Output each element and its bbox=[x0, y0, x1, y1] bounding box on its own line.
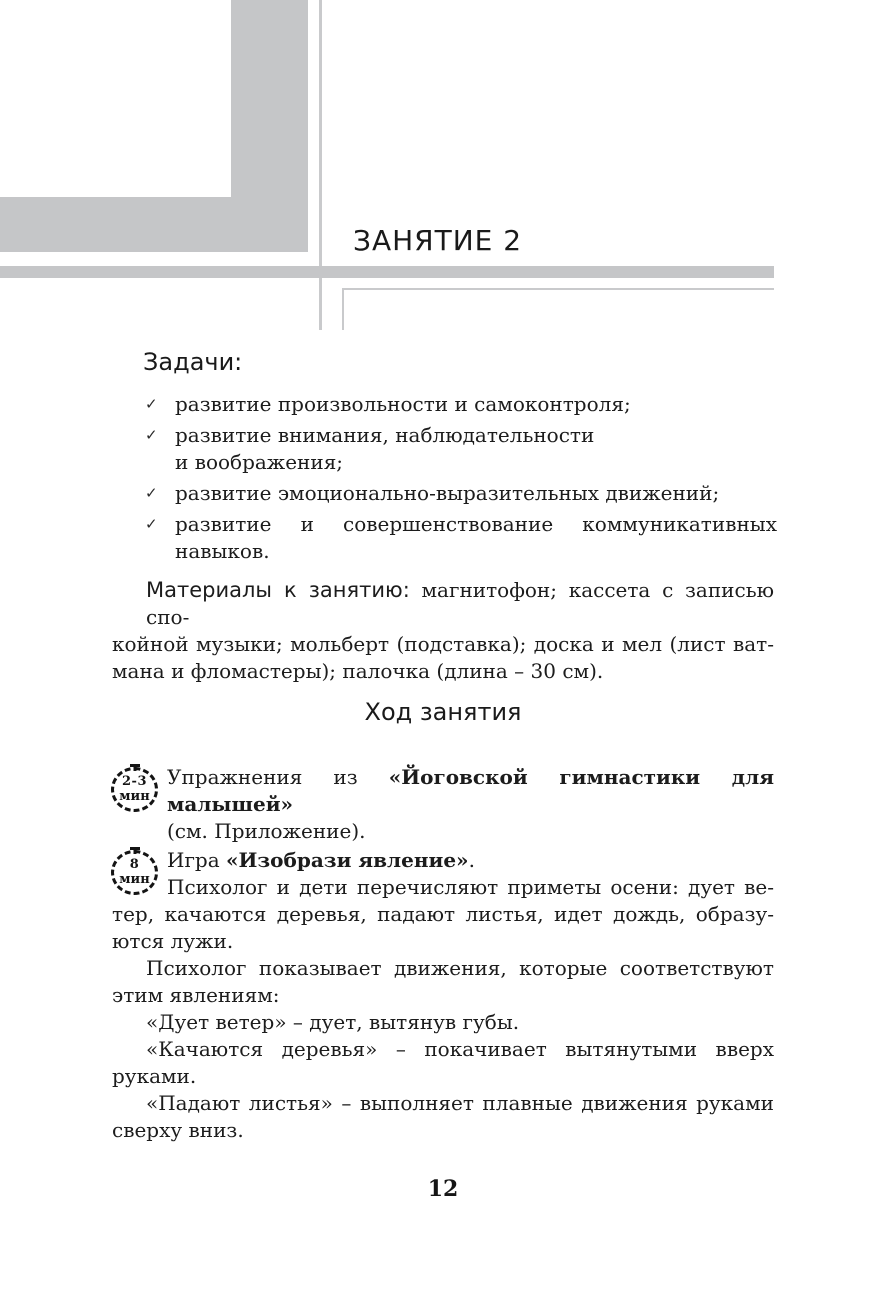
task-list-item bbox=[145, 480, 777, 507]
page-number: 12 bbox=[427, 1176, 459, 1202]
activity-block-2 bbox=[112, 847, 774, 1144]
emphasis-text: «Йоговской гимнастики для малышей» bbox=[167, 765, 774, 816]
body-text: Психолог показывает движения, которые соответствуют bbox=[146, 956, 774, 980]
text-line bbox=[112, 577, 774, 631]
body-text: этим явлениям: bbox=[112, 983, 280, 1007]
task-item-text bbox=[175, 480, 777, 507]
body-text: мана и фломастеры); палочка (длина – 30 см). bbox=[112, 659, 604, 683]
checkmark-icon: ✓ bbox=[145, 484, 158, 502]
body-text: . bbox=[468, 848, 475, 872]
text-line bbox=[112, 658, 774, 685]
decoration-corner-line-horizontal bbox=[342, 288, 774, 290]
duration-unit: мин bbox=[119, 788, 150, 804]
text-line bbox=[175, 538, 777, 565]
decoration-horizontal-rule bbox=[0, 266, 774, 278]
body-text: развитие эмоционально-выразительных движений; bbox=[175, 481, 720, 505]
materials-label: Материалы к занятию: bbox=[146, 578, 410, 602]
text-line bbox=[112, 847, 774, 874]
text-line bbox=[112, 982, 774, 1009]
decoration-thin-vertical-line bbox=[319, 0, 322, 330]
task-item-text bbox=[175, 391, 777, 418]
text-line bbox=[175, 391, 777, 418]
checkmark-icon: ✓ bbox=[145, 515, 158, 533]
tasks-list bbox=[145, 391, 777, 569]
activity-block-1 bbox=[112, 764, 774, 845]
body-text: и воображения; bbox=[175, 450, 344, 474]
body-text: развитие произвольности и самоконтроля; bbox=[175, 392, 631, 416]
text-line bbox=[112, 631, 774, 658]
emphasis-text: «Изобрази явление» bbox=[226, 848, 469, 872]
task-item-text bbox=[175, 511, 777, 565]
checkmark-icon: ✓ bbox=[145, 426, 158, 444]
decoration-corner-line-vertical bbox=[342, 288, 344, 330]
decoration-corner-horizontal-bar bbox=[0, 197, 308, 252]
duration-value: 2-3 bbox=[122, 774, 147, 790]
checkmark-icon: ✓ bbox=[145, 395, 158, 413]
text-line bbox=[112, 818, 774, 845]
activity-text bbox=[112, 847, 774, 1144]
materials-paragraph bbox=[112, 577, 774, 685]
tasks-heading: Задачи: bbox=[143, 348, 243, 376]
course-heading: Ход занятия bbox=[364, 698, 522, 726]
text-line bbox=[175, 511, 777, 538]
text-line bbox=[112, 1009, 774, 1036]
activity-text bbox=[112, 764, 774, 845]
body-text: тер, качаются деревья, падают листья, идет дождь, образу- bbox=[112, 902, 774, 926]
body-text: (см. Приложение). bbox=[167, 819, 366, 843]
body-text: развитие и совершенствование коммуникативных bbox=[175, 512, 777, 536]
body-text: Психолог и дети перечисляют приметы осени: дует ве- bbox=[167, 875, 774, 899]
body-text: койной музыки; мольберт (подставка); доска и мел (лист ват- bbox=[112, 632, 774, 656]
text-line bbox=[112, 1036, 774, 1063]
text-line bbox=[175, 480, 777, 507]
text-line bbox=[112, 928, 774, 955]
text-line bbox=[112, 871, 774, 901]
body-text: «Качаются деревья» – покачивает вытянутыми вверх bbox=[146, 1037, 774, 1061]
body-text: сверху вниз. bbox=[112, 1118, 244, 1142]
text-line bbox=[112, 1063, 774, 1090]
body-text: Упражнения из bbox=[167, 765, 389, 789]
body-text: «Дует ветер» – дует, вытянув губы. bbox=[146, 1010, 520, 1034]
task-list-item bbox=[145, 511, 777, 565]
task-list-item bbox=[145, 391, 777, 418]
duration-unit: мин bbox=[119, 871, 150, 887]
body-text: развитие внимания, наблюдательности bbox=[175, 423, 595, 447]
duration-badge bbox=[111, 850, 158, 895]
body-text: руками. bbox=[112, 1064, 197, 1088]
text-line bbox=[112, 955, 774, 982]
body-text: магнитофон; кассета с записью спо- bbox=[146, 578, 774, 629]
text-line bbox=[112, 1117, 774, 1144]
text-line bbox=[112, 764, 774, 818]
task-item-text bbox=[175, 422, 777, 476]
text-line bbox=[175, 422, 777, 449]
task-list-item bbox=[145, 422, 777, 476]
text-line bbox=[112, 901, 774, 928]
body-text: ются лужи. bbox=[112, 929, 234, 953]
body-text: «Падают листья» – выполняет плавные движения руками bbox=[146, 1091, 774, 1115]
lesson-title: ЗАНЯТИЕ 2 bbox=[353, 224, 523, 257]
body-text: навыков. bbox=[175, 539, 270, 563]
text-line bbox=[112, 1090, 774, 1117]
body-text: Игра bbox=[167, 848, 227, 872]
text-line bbox=[175, 449, 777, 476]
duration-badge bbox=[111, 767, 158, 812]
duration-value: 8 bbox=[129, 857, 140, 873]
